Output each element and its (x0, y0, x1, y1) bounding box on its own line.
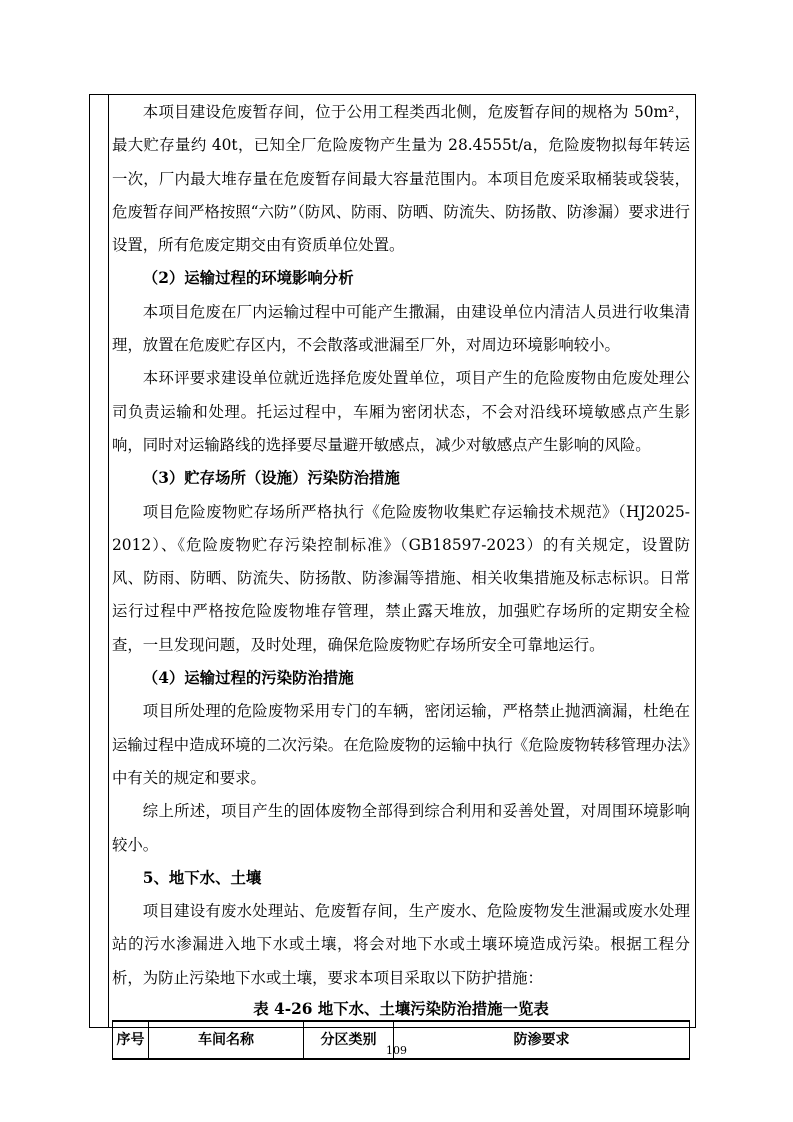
paragraph-storage-measures: 项目危险废物贮存场所严格执行《危险废物收集贮存运输技术规范》（HJ2025-2012）、《危险废物贮存污染控制标准》（GB18597-2023）的有关规定，设置防风、防雨、防晒、防流失、防扬散、防渗漏等措施、相关收集措施及标志标识。日常运行过程中严格按危险废物堆存管理，禁止露天堆放，加强贮存场所的定期安全检查，一旦发现问题，及时处理，确保危险废物贮存场所安全可靠地运行。 (112, 502, 690, 654)
paragraph-transport-impact-1: 本项目危废在厂内运输过程中可能产生撒漏，由建设单位内清洁人员进行收集清理，放置在危废贮存区内，不会散落或泄漏至厂外，对周边环境影响较小。 (112, 302, 690, 355)
heading-storage-measures: （3）贮存场所（设施）污染防治措施 (142, 469, 400, 488)
left-margin-rule (108, 95, 109, 1027)
heading-transport-impact: （2）运输过程的环境影响分析 (142, 269, 354, 288)
heading-transport-measures: （4）运输过程的污染防治措施 (142, 669, 354, 688)
page-number: 109 (386, 1044, 407, 1057)
column-header-zone: 分区类别 (304, 1021, 394, 1059)
column-header-requirement: 防渗要求 (394, 1021, 690, 1059)
paragraph-transport-impact-2: 本环评要求建设单位就近选择危废处置单位，项目产生的危险废物由危废处理公司负责运输和处理。托运过程中，车厢为密闭状态，不会对沿线环境敏感点产生影响，同时对运输路线的选择要尽量避开敏感点，减少对敏感点产生影响的风险。 (112, 369, 690, 454)
column-header-workshop: 车间名称 (149, 1021, 304, 1059)
heading-groundwater-soil: 5、地下水、土壤 (142, 868, 262, 887)
paragraph-groundwater-soil: 项目建设有废水处理站、危废暂存间，生产废水、危险废物发生泄漏或废水处理站的污水渗漏进入地下水或土壤，将会对地下水或土壤环境造成污染。根据工程分析，为防止污染地下水或土壤，要求本项目采取以下防护措施： (112, 902, 690, 987)
column-header-index: 序号 (113, 1021, 149, 1059)
table-caption: 表 4-26 地下水、土壤污染防治措施一览表 (253, 1000, 549, 1019)
paragraph-transport-measures-1: 项目所处理的危险废物采用专门的车辆，密闭运输，严格禁止抛洒滴漏，杜绝在运输过程中造成环境的二次污染。在危险废物的运输中执行《危险废物转移管理办法》中有关的规定和要求。 (112, 702, 690, 787)
paragraph-transport-measures-2: 综上所述，项目产生的固体废物全部得到综合利用和妥善处置，对周围环境影响较小。 (112, 802, 690, 854)
document-body (112, 96, 690, 1060)
paragraph-hazardous-storage: 本项目建设危废暂存间，位于公用工程类西北侧，危废暂存间的规格为 50m²，最大贮存量约 40t，已知全厂危险废物产生量为 28.4555t/a，危险废物拟每年转运一次，厂内最大堆存量在危废暂存间最大容量范围内。本项目危废采取桶装或袋装，危废暂存间严格按照“六防”（防风、防雨、防晒、防流失、防扬散、防渗漏）要求进行设置，所有危废定期交由有资质单位处置。 (112, 103, 690, 255)
